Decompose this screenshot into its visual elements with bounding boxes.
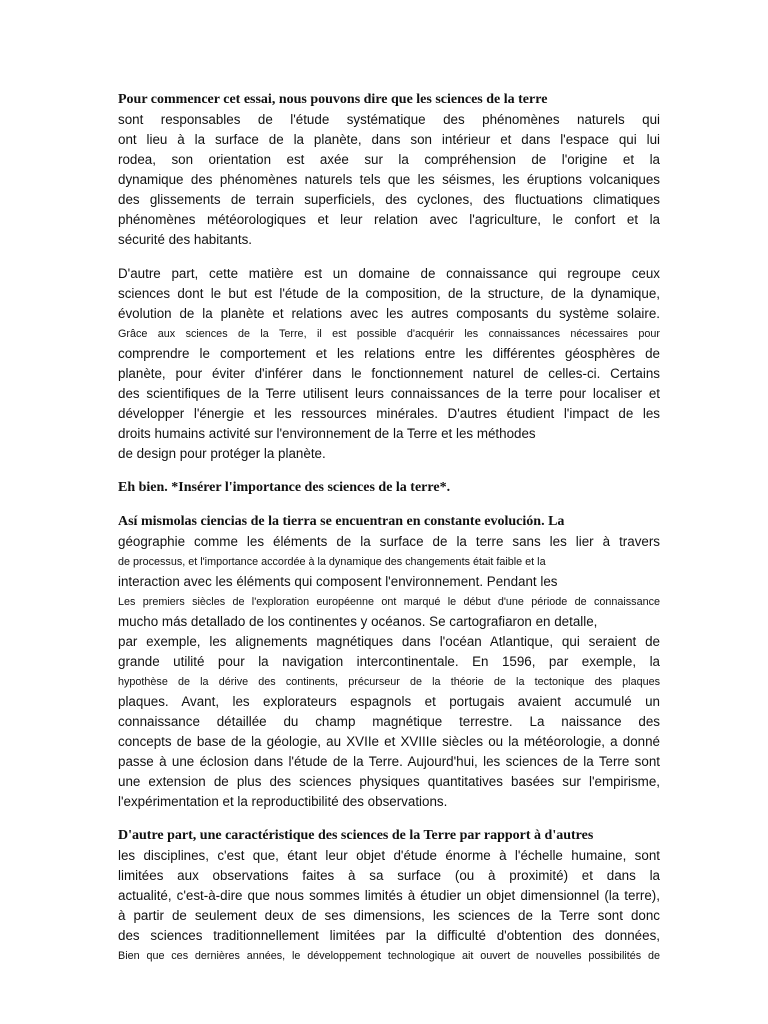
paragraph-line: sont responsables de l'étude systématique des phénomènes naturels qui (118, 112, 660, 127)
paragraph-line: des scientifiques de la Terre utilisent leurs connaissances de la terre pour localiser et (118, 386, 660, 401)
paragraph-line: interaction avec les éléments qui composent l'environnement. Pendant les (118, 574, 558, 589)
paragraph-line: de processus, et l'importance accordée à la dynamique des changements était faible et la (118, 556, 546, 568)
paragraph-gap (118, 498, 660, 512)
paragraph-line: à partir de seulement deux de ses dimensions, les sciences de la Terre sont donc (118, 908, 660, 923)
paragraph-line: actualité, c'est-à-dire que nous sommes limités à étudier un objet dimensionnel (la terre), (118, 888, 660, 903)
paragraph-line: évolution de la planète et relations avec les autres composants du système solaire. (118, 306, 660, 321)
paragraph-line: droits humains activité sur l'environnement de la Terre et les méthodes (118, 426, 536, 441)
paragraph-importance (118, 478, 660, 498)
paragraph-line: rodea, son orientation est axée sur la compréhension de l'origine et la (118, 152, 660, 167)
paragraph-line: planète, pour éviter d'inférer dans le fonctionnement naturel de celles-ci. Certains (118, 366, 660, 381)
paragraph-line: plaques. Avant, les explorateurs espagnols et portugais avaient accumulé un (118, 694, 660, 709)
paragraph-gap (118, 812, 660, 826)
paragraph-gap (118, 464, 660, 478)
paragraph-line: des sciences traditionnellement limitées par la difficulté d'obtention des données, (118, 928, 660, 943)
paragraph-definition (118, 264, 660, 464)
paragraph-line: phénomènes météorologiques et leur relation avec l'agriculture, le confort et la (118, 212, 660, 227)
paragraph-line: de design pour protéger la planète. (118, 446, 326, 461)
paragraph-line: D'autre part, cette matière est un domaine de connaissance qui regroupe ceux (118, 266, 660, 281)
paragraph-line: développer l'énergie et les ressources minérales. D'autres étudient l'impact de les (118, 406, 660, 421)
paragraph-line: Eh bien. *Insérer l'importance des sciences de la terre*. (118, 480, 451, 495)
paragraph-line: mucho más detallado de los continentes y océanos. Se cartografiaron en detalle, (118, 614, 598, 629)
paragraph-line: géographie comme les éléments de la surface de la terre sans les lier à travers (118, 534, 660, 549)
paragraph-evolution (118, 512, 660, 812)
document-page (118, 90, 660, 966)
paragraph-line: l'expérimentation et la reproductibilité des observations. (118, 794, 448, 809)
paragraph-line: dynamique des phénomènes naturels tels que les séismes, les éruptions volcaniques (118, 172, 660, 187)
paragraph-line: Les premiers siècles de l'exploration européenne ont marqué le début d'une période de connaissance (118, 596, 660, 608)
paragraph-line: comprendre le comportement et les relations entre les différentes géosphères de (118, 346, 660, 361)
paragraph-line: les disciplines, c'est que, étant leur objet d'étude énorme à l'échelle humaine, sont (118, 848, 660, 863)
paragraph-line: passe à une éclosion dans l'étude de la Terre. Aujourd'hui, les sciences de la Terre sont (118, 754, 660, 769)
paragraph-line: Bien que ces dernières années, le développement technologique ait ouvert de nouvelles possibilités de (118, 950, 660, 962)
paragraph-line: des glissements de terrain superficiels, des cyclones, des fluctuations climatiques (118, 192, 660, 207)
paragraph-characteristic (118, 826, 660, 966)
paragraph-line: par exemple, les alignements magnétiques dans l'océan Atlantique, qui seraient de (118, 634, 660, 649)
paragraph-line: sécurité des habitants. (118, 232, 252, 247)
paragraph-line: D'autre part, une caractéristique des sciences de la Terre par rapport à d'autres (118, 828, 594, 843)
paragraph-line: sciences dont le but est l'étude de la composition, de la structure, de la dynamique, (118, 286, 660, 301)
paragraph-introduction (118, 90, 660, 250)
paragraph-line: connaissance détaillée du champ magnétique terrestre. La naissance des (118, 714, 660, 729)
paragraph-line: concepts de base de la géologie, au XVIIe et XVIIIe siècles ou la météorologie, a donné (118, 734, 660, 749)
paragraph-line: hypothèse de la dérive des continents, précurseur de la théorie de la tectonique des plaques (118, 676, 660, 688)
paragraph-line: une extension de plus des sciences physiques quantitatives basées sur l'empirisme, (118, 774, 660, 789)
paragraph-line: Grâce aux sciences de la Terre, il est possible d'acquérir les connaissances nécessaires pour (118, 328, 660, 340)
paragraph-line: ont lieu à la surface de la planète, dans son intérieur et dans l'espace qui lui (118, 132, 660, 147)
paragraph-line: Así mismolas ciencias de la tierra se encuentran en constante evolución. La (118, 514, 565, 529)
paragraph-line: Pour commencer cet essai, nous pouvons dire que les sciences de la terre (118, 92, 548, 107)
paragraph-line: grande utilité pour la navigation intercontinentale. En 1596, par exemple, la (118, 654, 660, 669)
paragraph-gap (118, 250, 660, 264)
paragraph-line: limitées aux observations faites à sa surface (ou à proximité) et dans la (118, 868, 660, 883)
